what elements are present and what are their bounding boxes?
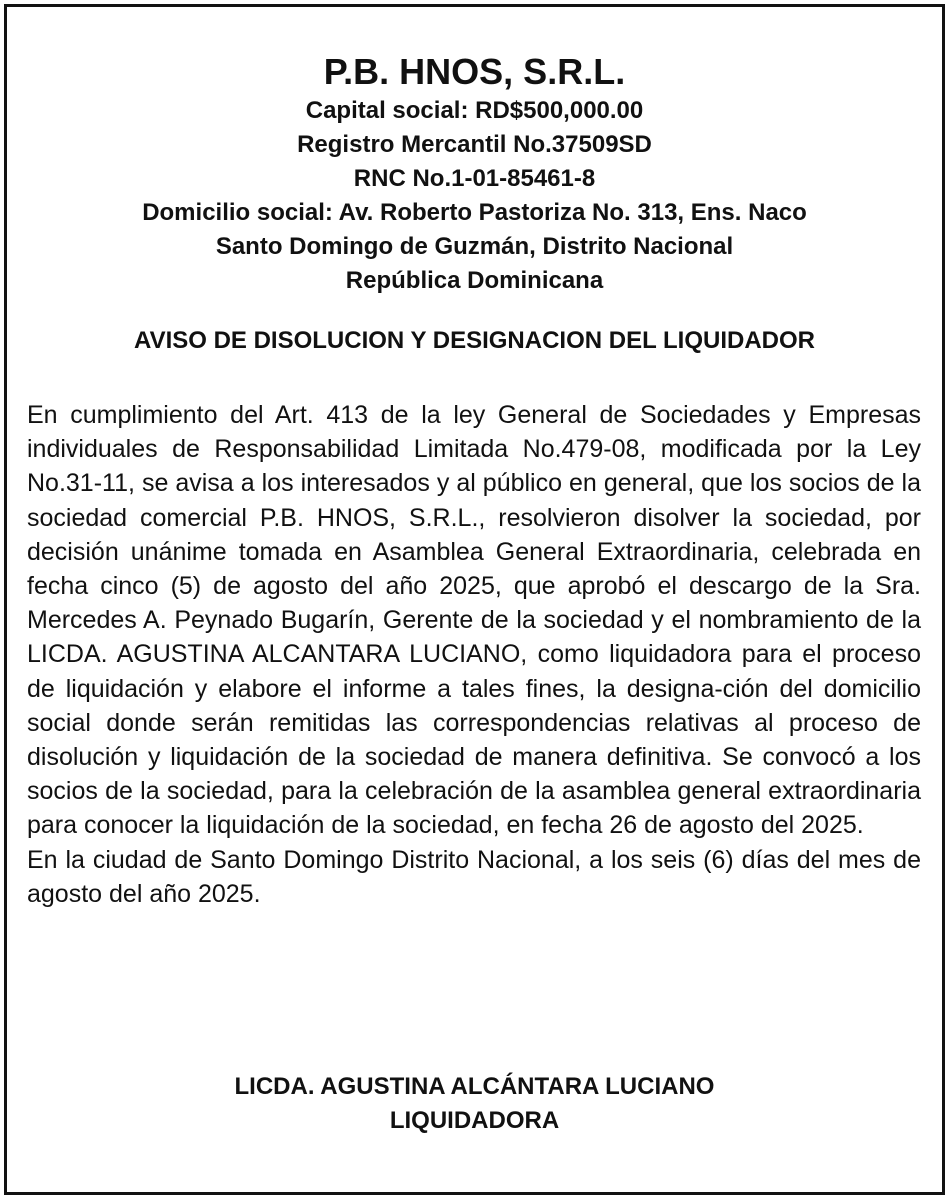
signatory-role: LIQUIDADORA: [389, 1107, 560, 1134]
signature-block: [0, 1070, 949, 1138]
country: República Dominicana: [345, 267, 604, 294]
body-paragraph-1: En cumplimiento del Art. 413 de la ley General de Sociedades y Empresas individuales de Responsabilidad Limitada No.479-08, modificada por la Ley No.31-11, se avisa a los interesados y al público en general, que los socios de la sociedad comercial P.B. HNOS, S.R.L., resolvieron disolver la sociedad, por decisión unánime tomada en Asamblea General Extraordinaria, celebrada en fecha cinco (5) de agosto del año 2025, que aprobó el descargo de la Sra. Mercedes A. Peynado Bugarín, Gerente de la sociedad y el nombramiento de la LICDA. AGUSTINA ALCANTARA LUCIANO, como liquidadora para el proceso de liquidación y elabore el informe a tales fines, la designa-ción del domicilio social donde serán remitidas las correspondencias relativas al proceso de disolución y liquidación de la sociedad de manera definitiva. Se convocó a los socios de la sociedad, para la celebración de la asamblea general extraordinaria para conocer la liquidación de la sociedad, en fecha 26 de agosto del 2025.: [27, 401, 921, 840]
signatory-name: LICDA. AGUSTINA ALCÁNTARA LUCIANO: [234, 1073, 715, 1100]
domicilio-social: Domicilio social: Av. Roberto Pastoriza No. 313, Ens. Naco: [142, 199, 807, 226]
company-name: P.B. HNOS, S.R.L.: [323, 51, 626, 92]
city-district: Santo Domingo de Guzmán, Distrito Nacional: [215, 233, 734, 260]
notice-title: AVISO DE DISOLUCION Y DESIGNACION DEL LIQUIDADOR: [134, 327, 815, 354]
registro-mercantil: Registro Mercantil No.37509SD: [297, 131, 652, 158]
company-header: [0, 50, 949, 298]
capital-social: Capital social: RD$500,000.00: [305, 97, 644, 124]
notice-body: [27, 398, 921, 911]
rnc-number: RNC No.1-01-85461-8: [353, 165, 596, 192]
body-paragraph-2: En la ciudad de Santo Domingo Distrito Nacional, a los seis (6) días del mes de agosto del año 2025.: [27, 845, 921, 908]
